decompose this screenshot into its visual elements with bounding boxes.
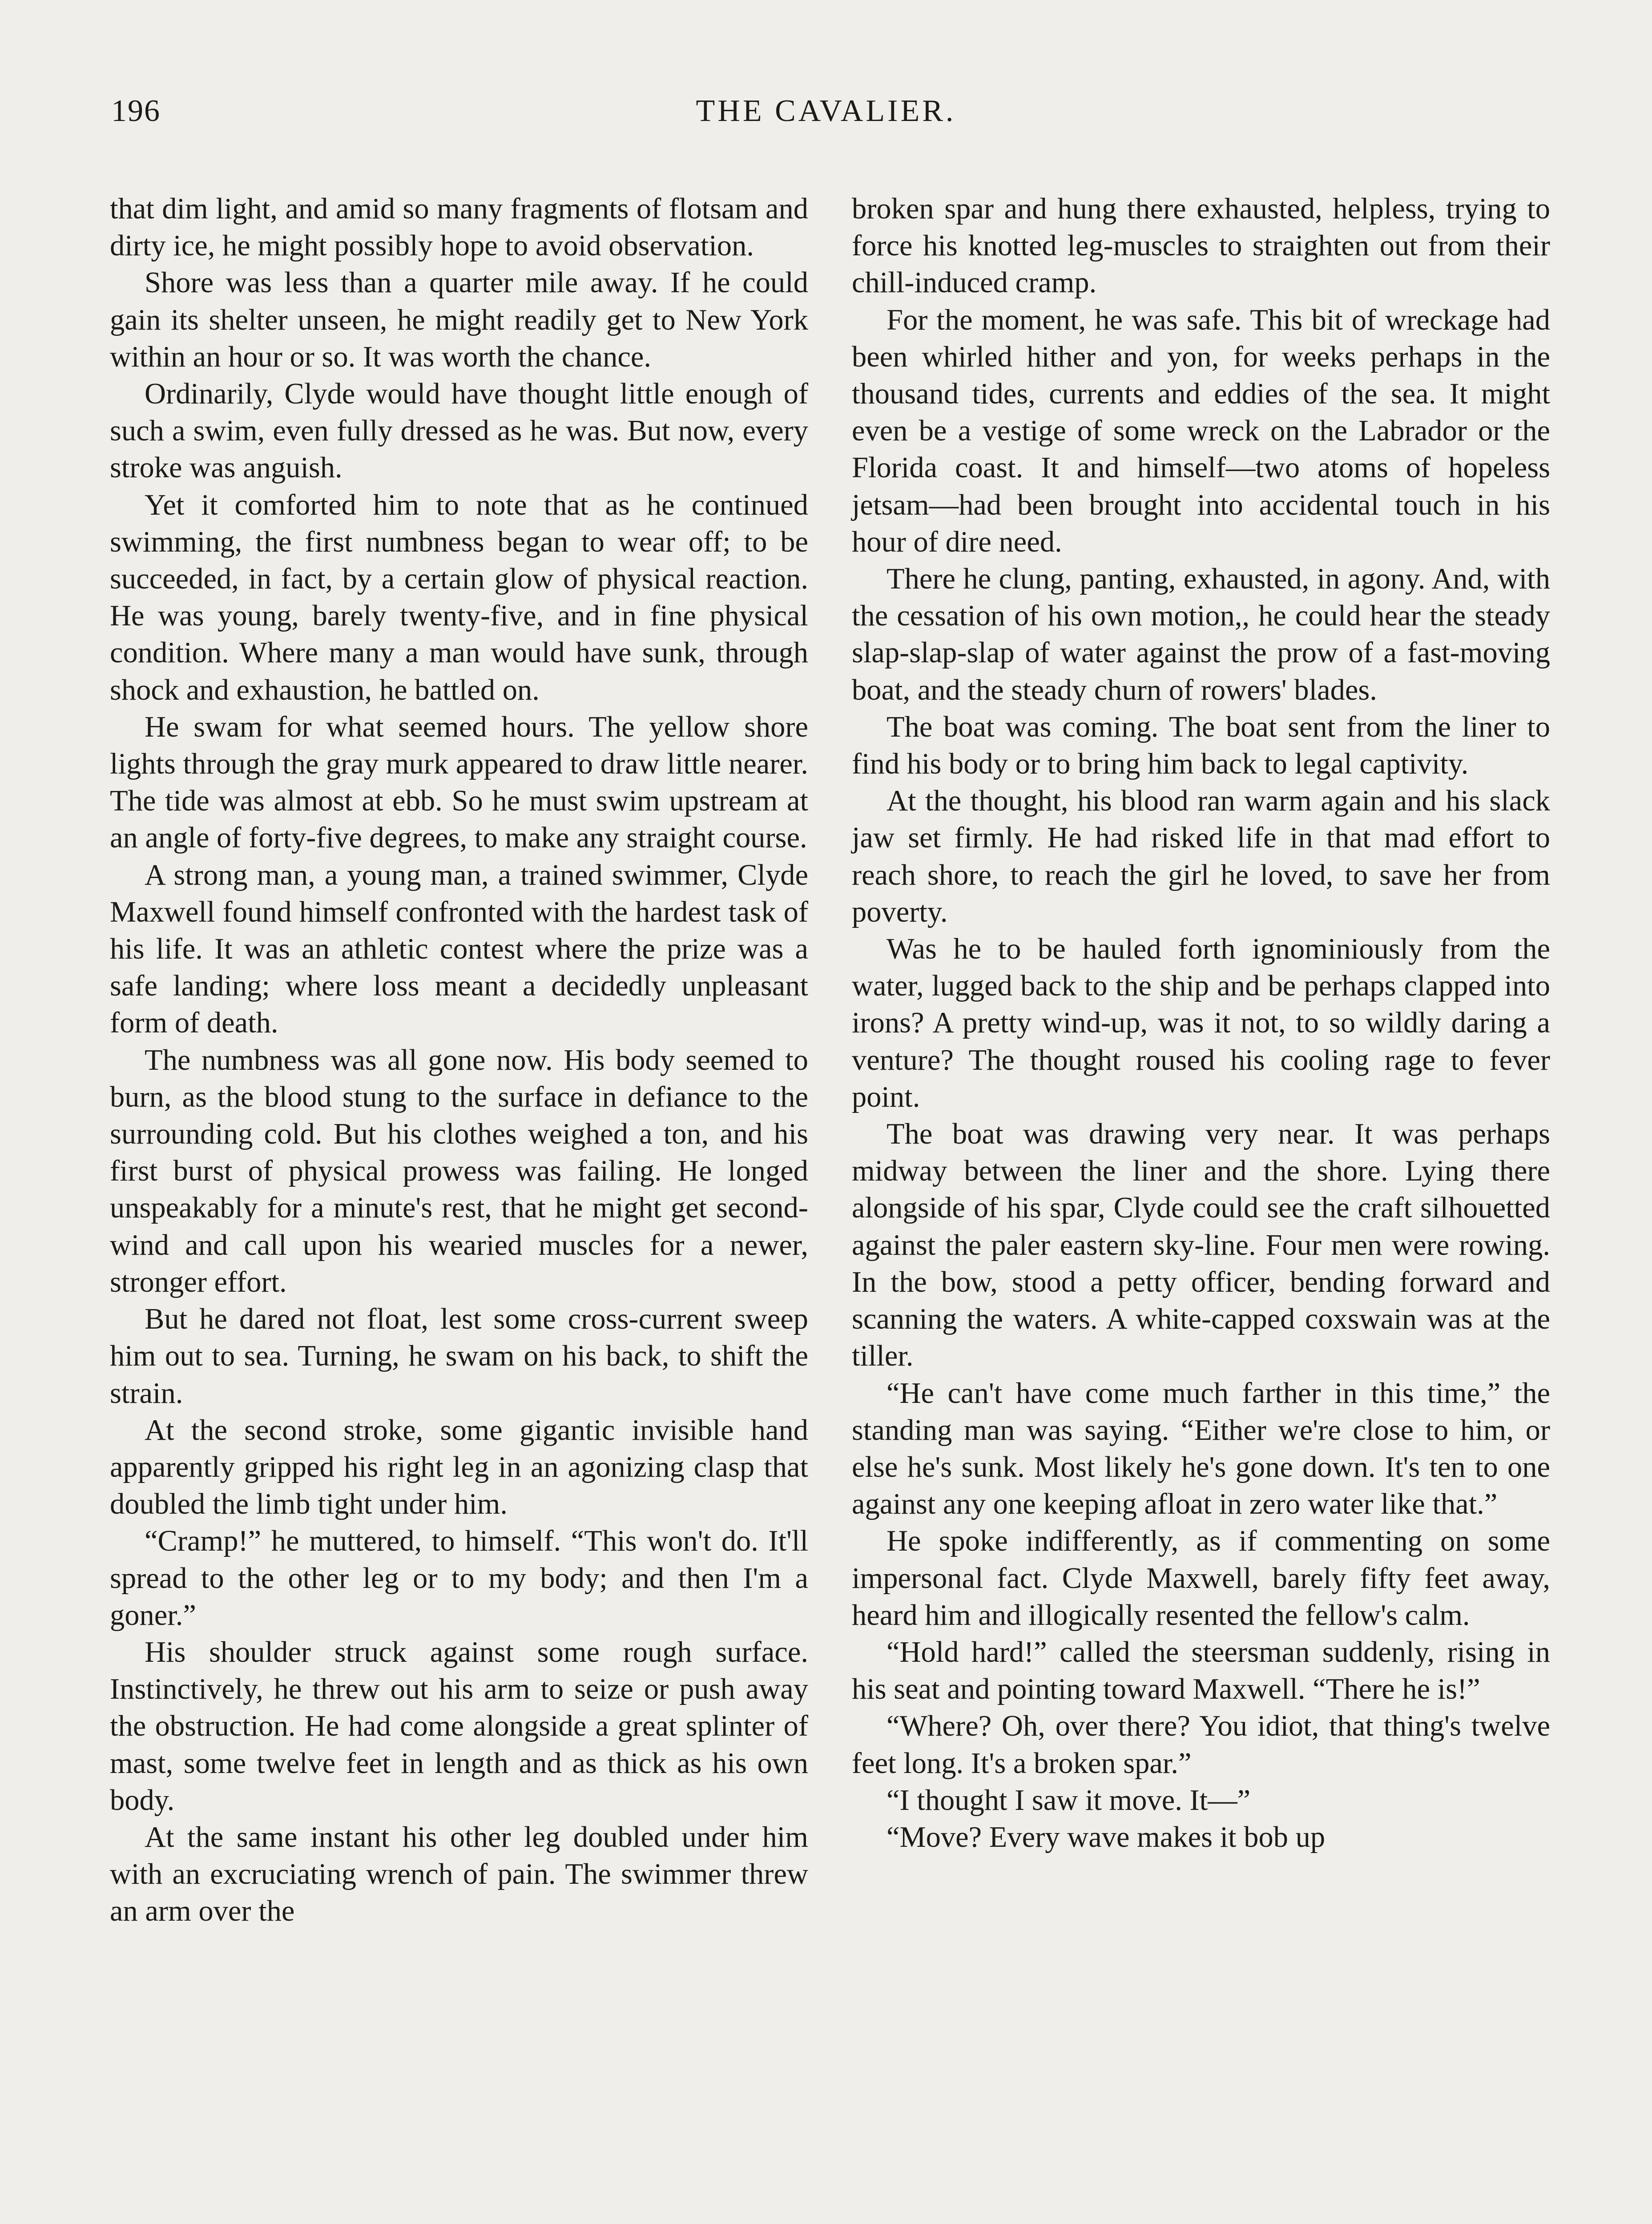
- paragraph: The boat was drawing very near. It was perhaps midway between the liner and the shore. Lying there alongside of his spar, Clyde could see the craft silhouetted against the paler eastern sky-line. Four men were rowing. In the bow, stood a petty officer, bending forward and scanning the waters. A white-capped coxswain was at the tiller.: [852, 1118, 1550, 1373]
- paragraph: Ordinarily, Clyde would have thought little enough of such a swim, even fully dressed as he was. But now, every stroke was anguish.: [110, 378, 808, 484]
- paragraph: For the moment, he was safe. This bit of wreckage had been whirled hither and yon, for weeks perhaps in the thousand tides, currents and eddies of the sea. It might even be a vestige of some wreck on the Labrador or the Florida coast. It and himself—two atoms of hopeless jetsam—had been brought into accidental touch in his hour of dire need.: [852, 303, 1550, 558]
- paragraph: But he dared not float, lest some cross-current sweep him out to sea. Turning, he swam on his back, to shift the strain.: [110, 1303, 808, 1410]
- paragraph: The boat was coming. The boat sent from the liner to find his body or to bring him back to legal captivity.: [852, 710, 1550, 781]
- paragraph: Was he to be hauled forth ignominiously from the water, lugged back to the ship and be perhaps clapped into irons? A pretty wind-up, was it not, to so wildly daring a venture? The thought roused his cooling rage to fever point.: [852, 933, 1550, 1113]
- left-column: [110, 190, 808, 1930]
- paragraph: “Where? Oh, over there? You idiot, that thing's twelve feet long. It's a broken spar.”: [852, 1710, 1550, 1780]
- paragraph: “He can't have come much farther in this time,” the standing man was saying. “Either we're close to him, or else he's sunk. Most likely he's gone down. It's ten to one against any one keeping afloat in zero water like that.”: [852, 1377, 1550, 1521]
- paragraph: “Move? Every wave makes it bob up: [886, 1821, 1326, 1853]
- paragraph: that dim light, and amid so many fragments of flotsam and dirty ice, he might possibly hope to avoid observation.: [110, 193, 808, 262]
- paragraph: broken spar and hung there exhausted, helpless, trying to force his knotted leg-muscles to straighten out from their chill-induced cramp.: [852, 193, 1550, 299]
- page-header: [107, 93, 1545, 142]
- page-number: 196: [111, 94, 161, 128]
- paragraph: Yet it comforted him to note that as he continued swimming, the first numbness began to wear off; to be succeeded, in fact, by a certain glow of physical reaction. He was young, barely twenty-five, and in fine physical condition. Where many a man would have sunk, through shock and exhaustion, he battled on.: [110, 488, 808, 706]
- paragraph: There he clung, panting, exhausted, in agony. And, with the cessation of his own motion,, he could hear the steady slap-slap-slap of water against the prow of a fast-moving boat, and the steady churn of rowers' blades.: [852, 563, 1550, 706]
- paragraph: “Cramp!” he muttered, to himself. “This won't do. It'll spread to the other leg or to my body; and then I'm a goner.”: [110, 1525, 808, 1632]
- paragraph: “I thought I saw it move. It—”: [886, 1784, 1251, 1817]
- paragraph: At the thought, his blood ran warm again and his slack jaw set firmly. He had risked life in that mad effort to reach shore, to reach the girl he loved, to save her from poverty.: [852, 785, 1550, 928]
- paragraph: A strong man, a young man, a trained swimmer, Clyde Maxwell found himself confronted with the hardest task of his life. It was an athletic contest where the prize was a safe landing; where loss meant a decidedly unpleasant form of death.: [110, 858, 808, 1039]
- right-column: [852, 190, 1550, 1856]
- running-title: THE CAVALIER.: [696, 94, 956, 128]
- paragraph: At the second stroke, some gigantic invisible hand apparently gripped his right leg in an agonizing clasp that doubled the limb tight under him.: [110, 1414, 808, 1521]
- paragraph: “Hold hard!” called the steersman suddenly, rising in his seat and pointing toward Maxwell. “There he is!”: [852, 1636, 1550, 1706]
- paragraph: Shore was less than a quarter mile away. If he could gain its shelter unseen, he might readily get to New York within an hour or so. It was worth the chance.: [110, 266, 808, 373]
- paragraph: He swam for what seemed hours. The yellow shore lights through the gray murk appeared to draw little nearer. The tide was almost at ebb. So he must swim upstream at an angle of forty-five degrees, to make any straight course.: [110, 710, 808, 854]
- paragraph: At the same instant his other leg doubled under him with an excruciating wrench of pain. The swimmer threw an arm over the: [110, 1821, 808, 1928]
- paragraph: The numbness was all gone now. His body seemed to burn, as the blood stung to the surface in defiance to the surrounding cold. But his clothes weighed a ton, and his first burst of physical prowess was failing. He longed unspeakably for a minute's rest, that he might get second-wind and call upon his wearied muscles for a newer, stronger effort.: [110, 1044, 808, 1298]
- paragraph: His shoulder struck against some rough surface. Instinctively, he threw out his arm to seize or push away the obstruction. He had come alongside a great splinter of mast, some twelve feet in length and as thick as his own body.: [110, 1636, 808, 1817]
- paragraph: He spoke indifferently, as if commenting on some impersonal fact. Clyde Maxwell, barely fifty feet away, heard him and illogically resented the fellow's calm.: [852, 1525, 1550, 1632]
